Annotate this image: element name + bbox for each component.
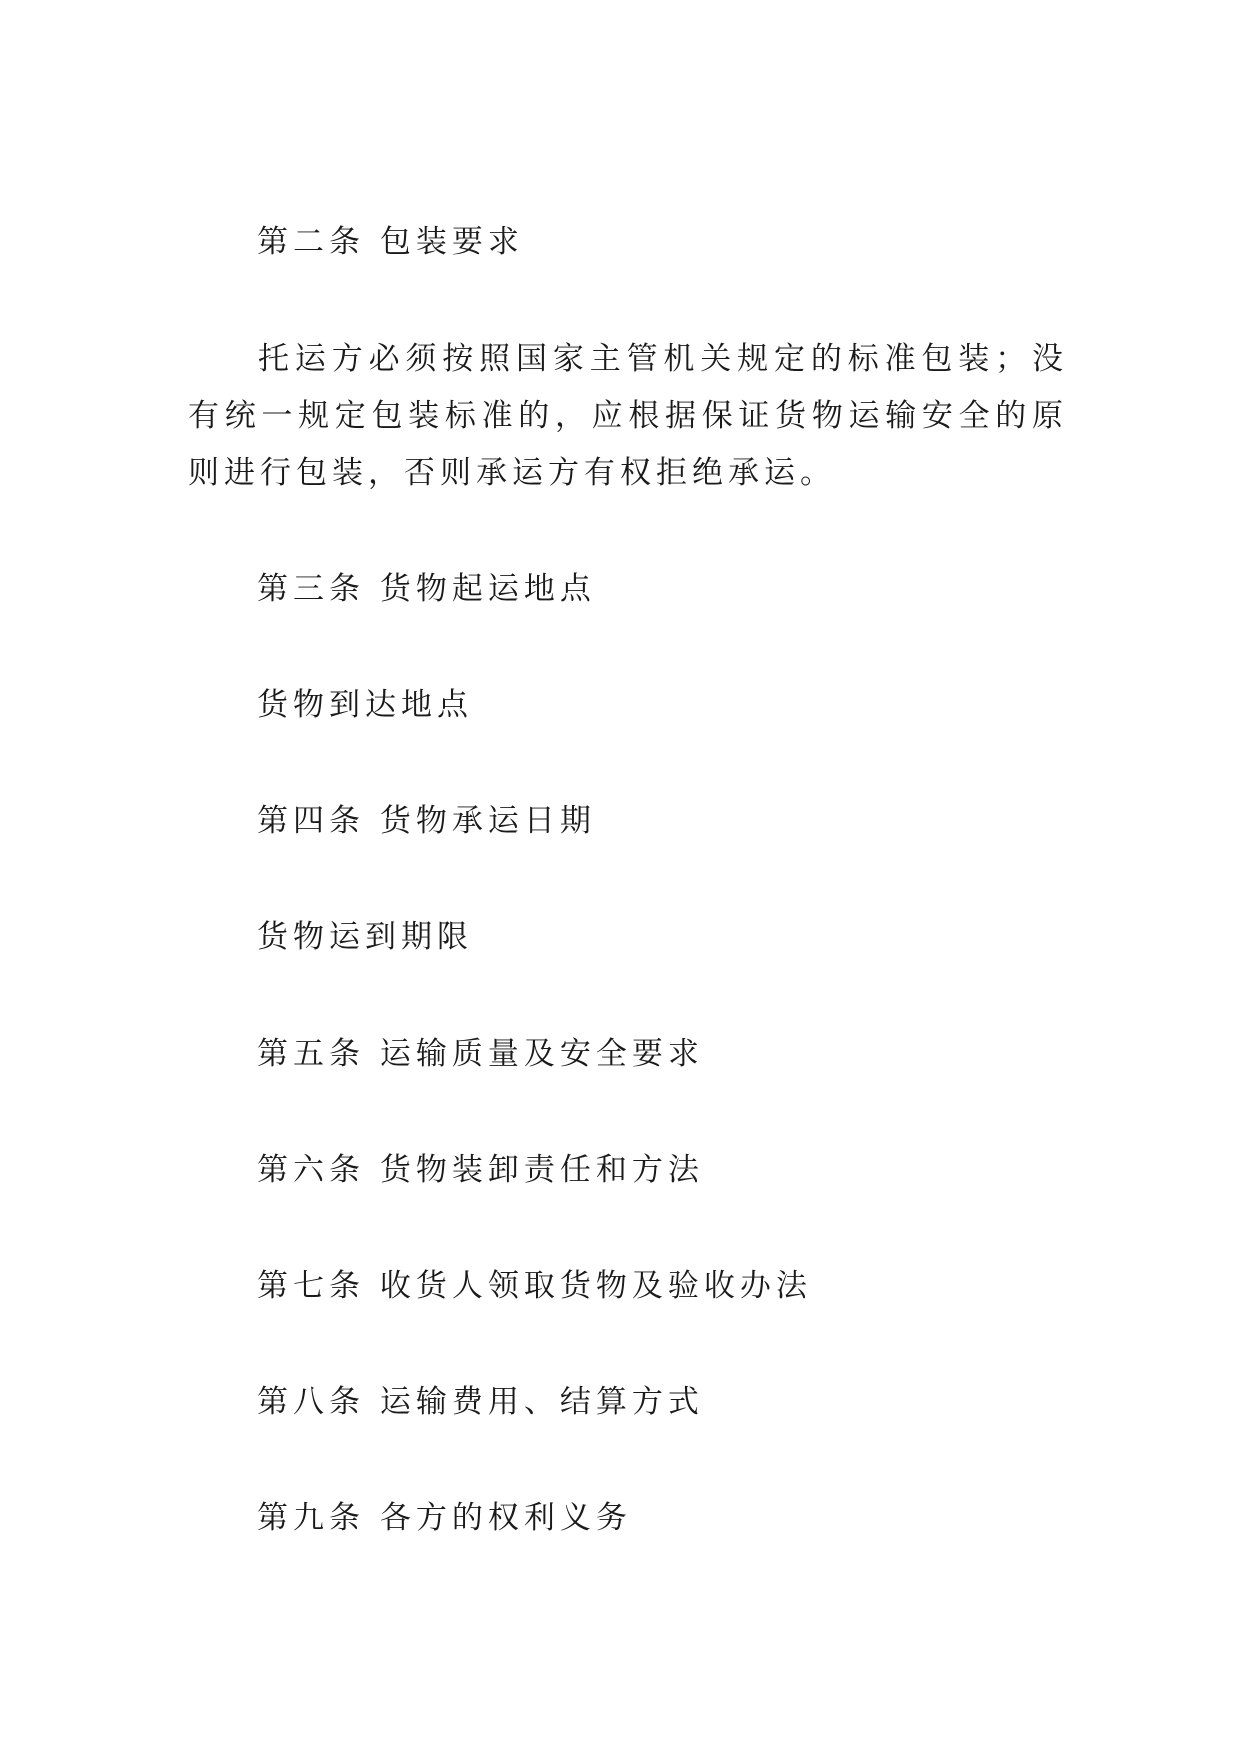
article-3-subheading: 货物到达地点 (257, 687, 473, 723)
article-5-heading: 第五条 运输质量及安全要求 (257, 1036, 704, 1072)
article-4-subheading: 货物运到期限 (257, 919, 473, 955)
article-3-heading: 第三条 货物起运地点 (257, 571, 596, 607)
article-4-heading: 第四条 货物承运日期 (257, 803, 596, 839)
article-6-heading: 第六条 货物装卸责任和方法 (257, 1152, 704, 1188)
article-2-body: 托运方必须按照国家主管机关规定的标准包装；没有统一规定包装标准的，应根据保证货物运输安全的原则进行包装，否则承运方有权拒绝承运。 (188, 341, 1068, 491)
article-2-heading: 第二条 包装要求 (257, 224, 524, 260)
article-8-heading: 第八条 运输费用、结算方式 (257, 1384, 704, 1420)
article-9-heading: 第九条 各方的权利义务 (257, 1500, 632, 1536)
article-7-heading: 第七条 收货人领取货物及验收办法 (257, 1268, 812, 1304)
